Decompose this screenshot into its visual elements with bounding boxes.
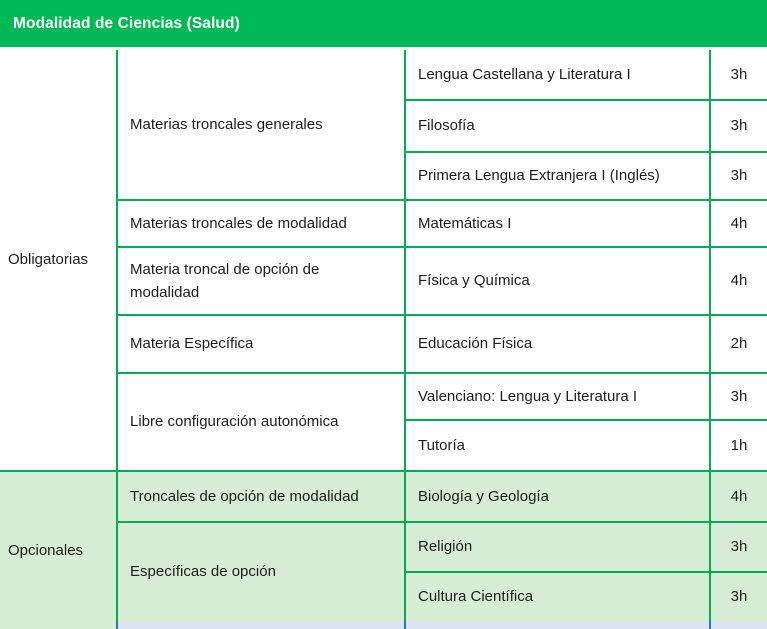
subject-cell: Primera Lengua Extranjera I (Inglés) [405,152,710,200]
hours-cell: 3h [710,522,767,572]
group-cell: Materias troncales de modalidad [117,200,405,247]
next-table-cell [710,621,767,629]
subject-cell: Filosofía [405,100,710,152]
hours-cell: 3h [710,50,767,100]
subject-cell: Religión [405,522,710,572]
group-cell: Materia Específica [117,315,405,373]
hours-cell: 2h [710,315,767,373]
group-cell: Troncales de opción de modalidad [117,471,405,522]
subject-cell: Física y Química [405,247,710,315]
group-cell: Materia troncal de opción de modalidad [117,247,405,315]
next-table-cell [117,621,405,629]
hours-cell: 4h [710,200,767,247]
subject-cell: Lengua Castellana y Literatura I [405,50,710,100]
table-row [0,471,767,522]
curriculum-table [0,50,767,629]
hours-cell: 3h [710,572,767,621]
group-cell: Materias troncales generales [117,50,405,200]
table-title-bar [0,0,767,47]
hours-cell: 4h [710,471,767,522]
subject-cell: Educación Física [405,315,710,373]
category-cell-obligatorias: Obligatorias [0,50,117,471]
subject-cell: Tutoría [405,420,710,471]
hours-cell: 3h [710,152,767,200]
next-table-cell [405,621,710,629]
subject-cell: Matemáticas I [405,200,710,247]
subject-cell: Cultura Científica [405,572,710,621]
table-row [0,50,767,100]
group-cell: Libre configuración autonómica [117,373,405,471]
hours-cell: 1h [710,420,767,471]
page-title: Modalidad de Ciencias (Salud) [13,14,240,32]
hours-cell: 3h [710,100,767,152]
category-cell-opcionales: Opcionales [0,471,117,629]
group-cell: Específicas de opción [117,522,405,621]
hours-cell: 3h [710,373,767,420]
subject-cell: Biología y Geología [405,471,710,522]
hours-cell: 4h [710,247,767,315]
subject-cell: Valenciano: Lengua y Literatura I [405,373,710,420]
